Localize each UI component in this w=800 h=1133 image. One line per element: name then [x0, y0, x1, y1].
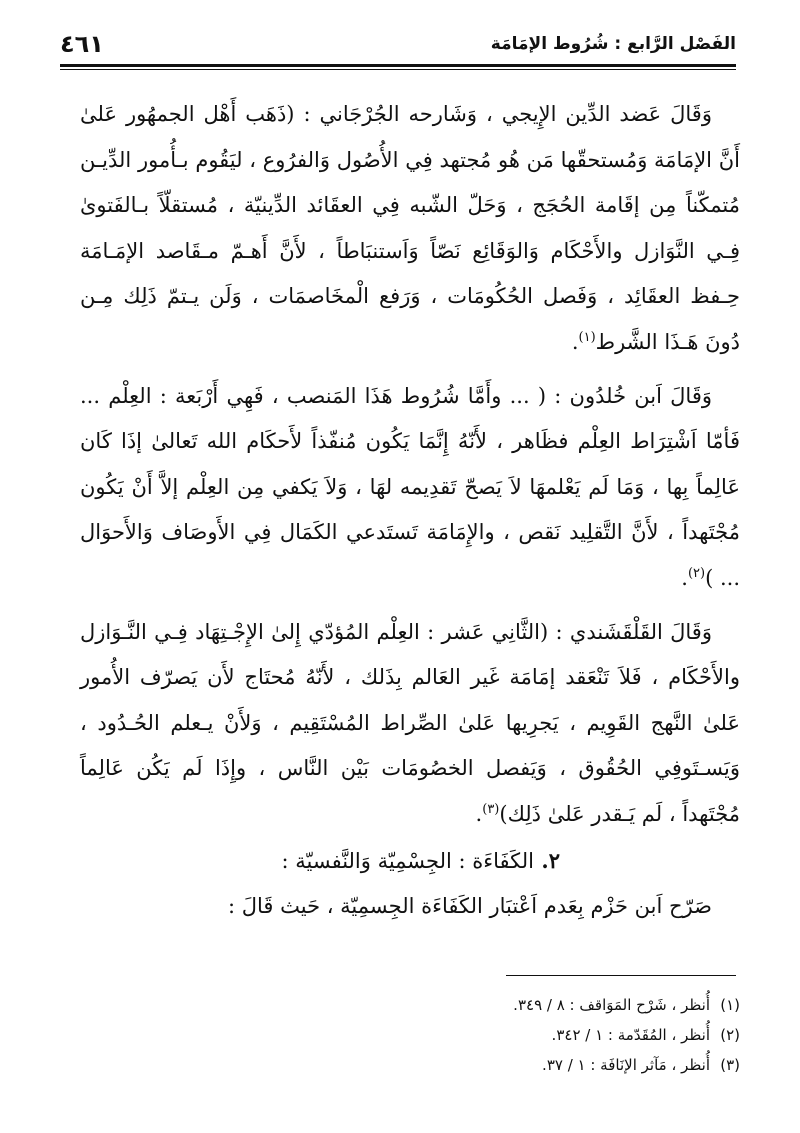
footnote-ref-3[interactable]: (٣) [482, 801, 500, 817]
footnote-ref-1[interactable]: (١) [578, 329, 596, 345]
footnote-ref-2[interactable]: (٢) [687, 565, 706, 581]
footnote-2: (٢)أُنظر ، المُقَدّمة : ١ / ٣٤٢. [551, 1026, 740, 1044]
paragraph-ijee: وَقَالَ عَضد الدِّين الإِيجي ، وَشَارحه الجُرْجَاني : (ذَهَب أَهْل الجمهُور عَلىٰ أَنَّ الإمَامَة وَمُستحقّها مَن هُو مُجتهد فِي الأُصُول وَالفرُوع ، ليَقُوم بـأُمور الدِّيـن مُتمكّناً مِن إقَامة الحُجَج ، وَحَلّ الشّبه فِي العقَائد الدِّينيّة ، مُستقلّاً بـالفَتوىٰ فِـي النَّوَازل والأَحْكَام وَالوَقَائِع نَصّاً وَاَستنبَاطاً ، لأَنَّ أَهـمّ مـقَاصد الإمَـامَة حِـفظ العقَائِد ، وَفَصل الحُكُومَات ، وَرَفع الْمخَاصمَات ، وَلَن يـتمّ ذَلِك مِـن دُونَ هَـذَا الشَّرط$^{(١)}$. [80, 102, 740, 354]
footnote-1: (١)أُنظر ، شَرْح المَوَاقف : ٨ / ٣٤٩. [513, 996, 740, 1014]
list-item-competence [80, 838, 740, 885]
list-heading: الكَفَاءَة : الجِسْمِيّة وَالنَّفسيّة : [281, 848, 534, 873]
paragraph-ibn-hazm: صَرّح اَبن حَزْم بِعَدم اَعْتبَار الكَفَاءَة الجِسمِيّة ، حَيث قَالَ : [227, 894, 712, 919]
header-rule-thin [60, 69, 736, 70]
body-text [80, 92, 740, 930]
header-rule [60, 64, 736, 67]
paragraph-qalqashandi: وَقَالَ القَلْقَشَندي : (الثَّانِي عَشر : العِلْم المُؤدّي إِلىٰ الإِجْـتِهَاد فِـي النَّـوَازل والأَحْكَام ، فَلاَ تَنْعَقد إمَامَة غَير العَالم بِذَلك ، لأَنّهُ مُحتَاج لأَن يَصرّف الأُمور عَلىٰ النَّهج القَوِيم ، يَجرِيها عَلىٰ الصِّراط المُسْتَقِيم ، وَلأَنْ يـعلم الحُـدُود ، وَيَسـتَوفِي الحُقُوق ، وَيَفصل الخصُومَات بَيْن النَّاس ، وإِذَا لَم يَكُن عَالِماً مُجْتَهداً ، لَم يَـقدر عَلىٰ ذَلِك)$^{(٣)}$. [80, 619, 740, 826]
list-number: ٢. [541, 847, 560, 873]
footnote-separator [506, 975, 736, 976]
paragraph-ibn-khaldun: وَقَالَ اَبن خُلدُون : ( ... وأَمَّا شُرُوط هَذَا المَنصب ، فَهِي أَرْبَعة : العِلْم ... فَأمّا اَشْتِرَاط العِلْم فظَاهر ، لأَنّهُ إِنَّمَا يَكُون مُنفّذاً لأَحكَام الله تَعالىٰ إذَا كَان عَالِماً بِها ، وَمَا لَم يَعْلمهَا لاَ يَصحّ تَقدِيمه لهَا ، وَلاَ يَكفي مِن العِلْم إلاَّ أَنْ يَكُون مُجْتَهداً ، لأَنَّ التَّقلِيد نَقص ، والإِمَامَة تَستَدعي الكَمَال فِي الأَوصَاف وَالأَحوَال ... )$^{(٢)}$. [80, 383, 740, 590]
footnote-3: (٣)أُنظر ، مَآثر الإنَافَة : ١ / ٣٧. [542, 1056, 740, 1074]
footnotes [80, 990, 740, 1080]
page-number: ٤٦١ [60, 30, 104, 58]
chapter-title: الفَصْل الرَّابع : شُرُوط الإمَامَة [490, 34, 736, 54]
